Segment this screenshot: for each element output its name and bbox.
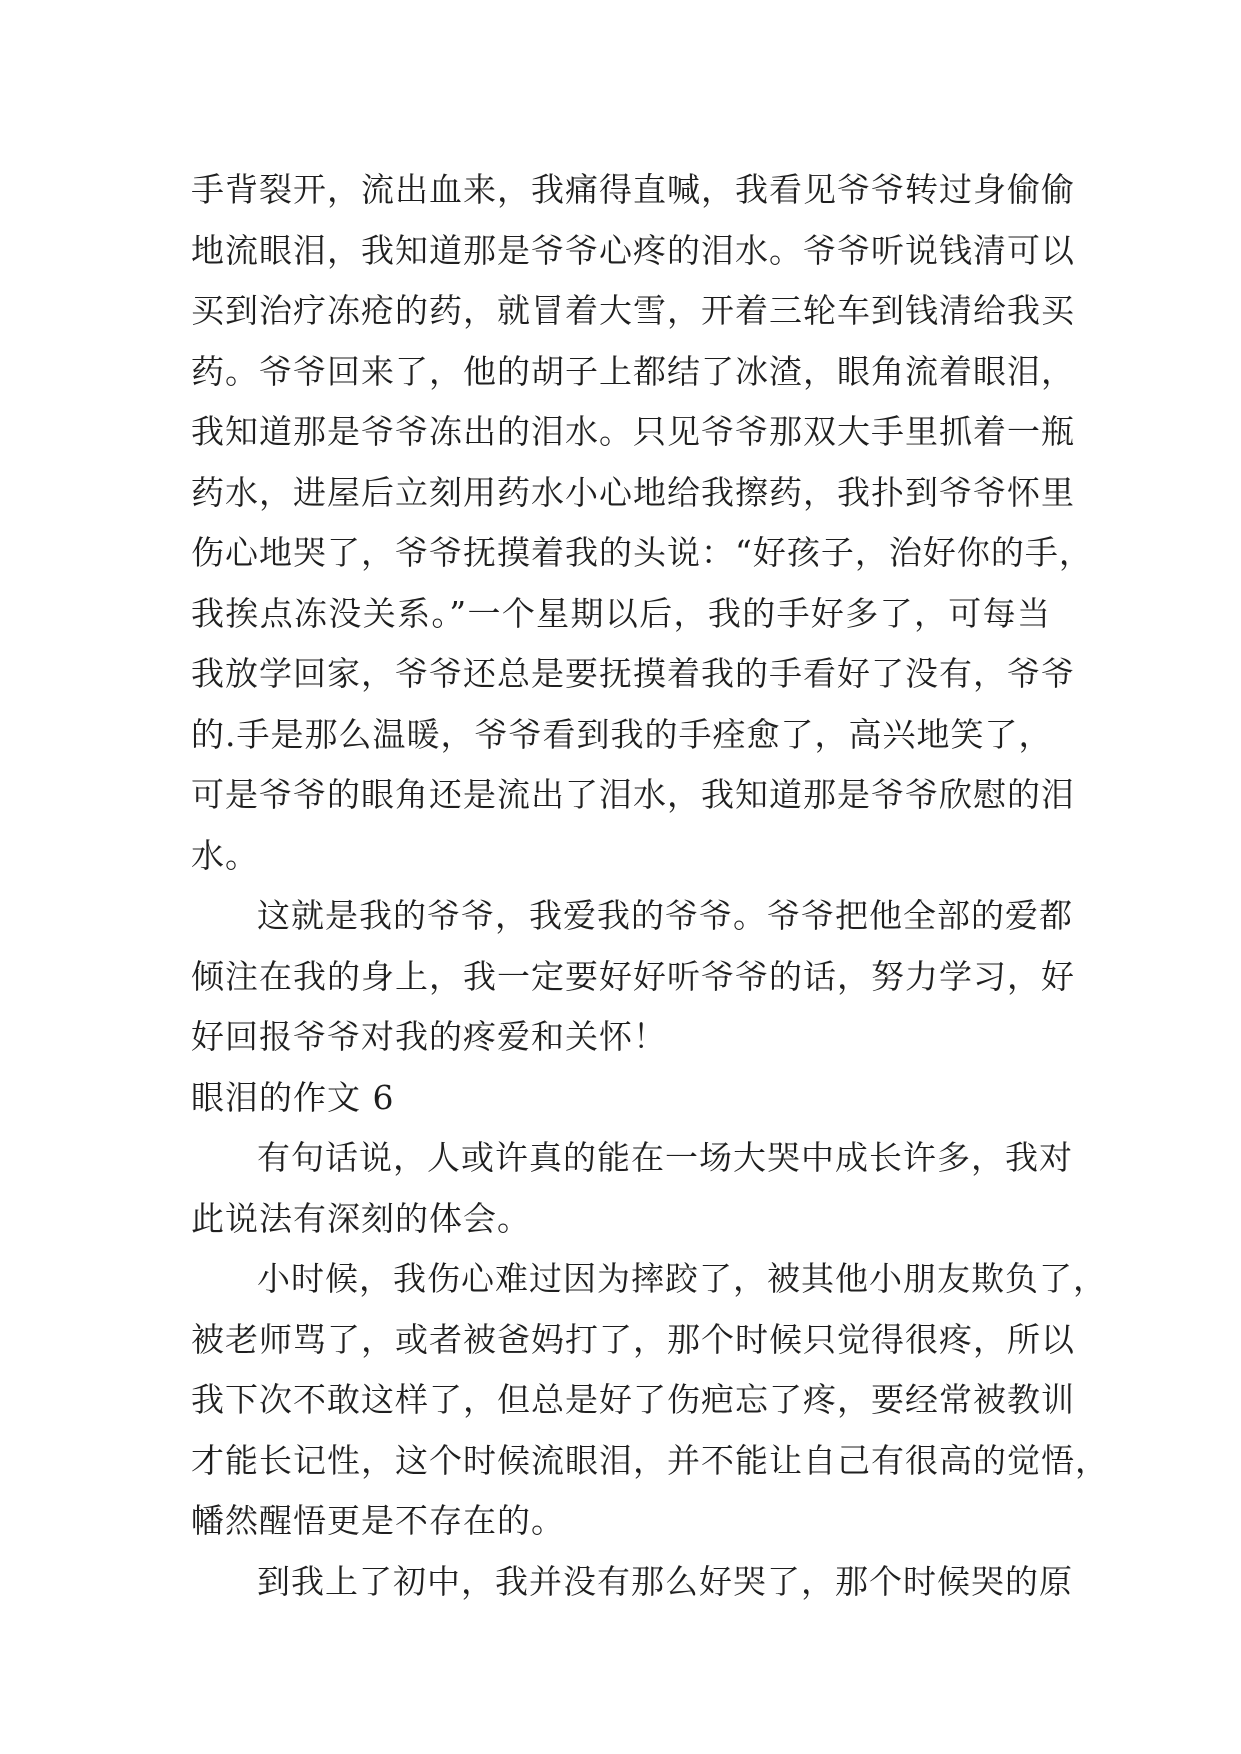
text-line: 倾注在我的身上，我一定要好好听爷爷的话，努力学习，好 bbox=[191, 956, 1075, 996]
text-line: 此说法有深刻的体会。 bbox=[191, 1198, 531, 1238]
text-line: 地流眼泪，我知道那是爷爷心疼的泪水。爷爷听说钱清可以 bbox=[191, 230, 1075, 270]
text-line: 幡然醒悟更是不存在的。 bbox=[191, 1501, 565, 1540]
text-line: 可是爷爷的眼角还是流出了泪水，我知道那是爷爷欣慰的泪 bbox=[191, 775, 1075, 814]
text-line: 买到治疗冻疮的药，就冒着大雪，开着三轮车到钱清给我买 bbox=[191, 291, 1075, 330]
text-line: 药水，进屋后立刻用药水小心地给我擦药，我扑到爷爷怀里 bbox=[191, 472, 1075, 512]
text-line: 好回报爷爷对我的疼爱和关怀！ bbox=[191, 1017, 667, 1056]
text-line: 这就是我的爷爷，我爱我的爷爷。爷爷把他全部的爱都 bbox=[257, 896, 1073, 935]
text-line: 到我上了初中，我并没有那么好哭了，那个时候哭的原 bbox=[257, 1561, 1073, 1601]
text-line: 我下次不敢这样了，但总是好了伤疤忘了疼，要经常被教训 bbox=[191, 1380, 1075, 1419]
text-line: 被老师骂了，或者被爸妈打了，那个时候只觉得很疼，所以 bbox=[191, 1319, 1075, 1359]
paragraph-2 bbox=[191, 886, 1075, 1068]
paragraph-3 bbox=[191, 1128, 1073, 1249]
text-line: 有句话说，人或许真的能在一场大哭中成长许多，我对 bbox=[257, 1138, 1073, 1177]
text-line: 药。爷爷回来了，他的胡子上都结了冰渣，眼角流着眼泪， bbox=[191, 351, 1075, 391]
essay-body bbox=[191, 160, 1109, 1612]
text-line: 伤心地哭了，爷爷抚摸着我的头说：“好孩子，治好你的手， bbox=[191, 533, 1093, 572]
text-line: 我挨点冻没关系。”一个星期以后，我的手好多了，可每当 bbox=[191, 593, 1051, 633]
text-line: 才能长记性，这个时候流眼泪，并不能让自己有很高的觉悟， bbox=[191, 1440, 1109, 1480]
text-line: 手背裂开，流出血来，我痛得直喊，我看见爷爷转过身偷偷 bbox=[191, 170, 1075, 209]
text-line: 的.手是那么温暖，爷爷看到我的手痊愈了，高兴地笑了， bbox=[191, 714, 1053, 754]
paragraph-5 bbox=[191, 1552, 1073, 1613]
paragraph-4 bbox=[191, 1249, 1109, 1552]
text-line: 我放学回家，爷爷还总是要抚摸着我的手看好了没有，爷爷 bbox=[191, 654, 1075, 693]
text-line: 我知道那是爷爷冻出的泪水。只见爷爷那双大手里抓着一瓶 bbox=[191, 412, 1075, 451]
section-heading: 眼泪的作文 6 bbox=[191, 1077, 395, 1117]
text-line: 小时候，我伤心难过因为摔跤了，被其他小朋友欺负了， bbox=[257, 1259, 1107, 1298]
text-line: 水。 bbox=[191, 835, 259, 875]
paragraph-1 bbox=[191, 160, 1093, 886]
